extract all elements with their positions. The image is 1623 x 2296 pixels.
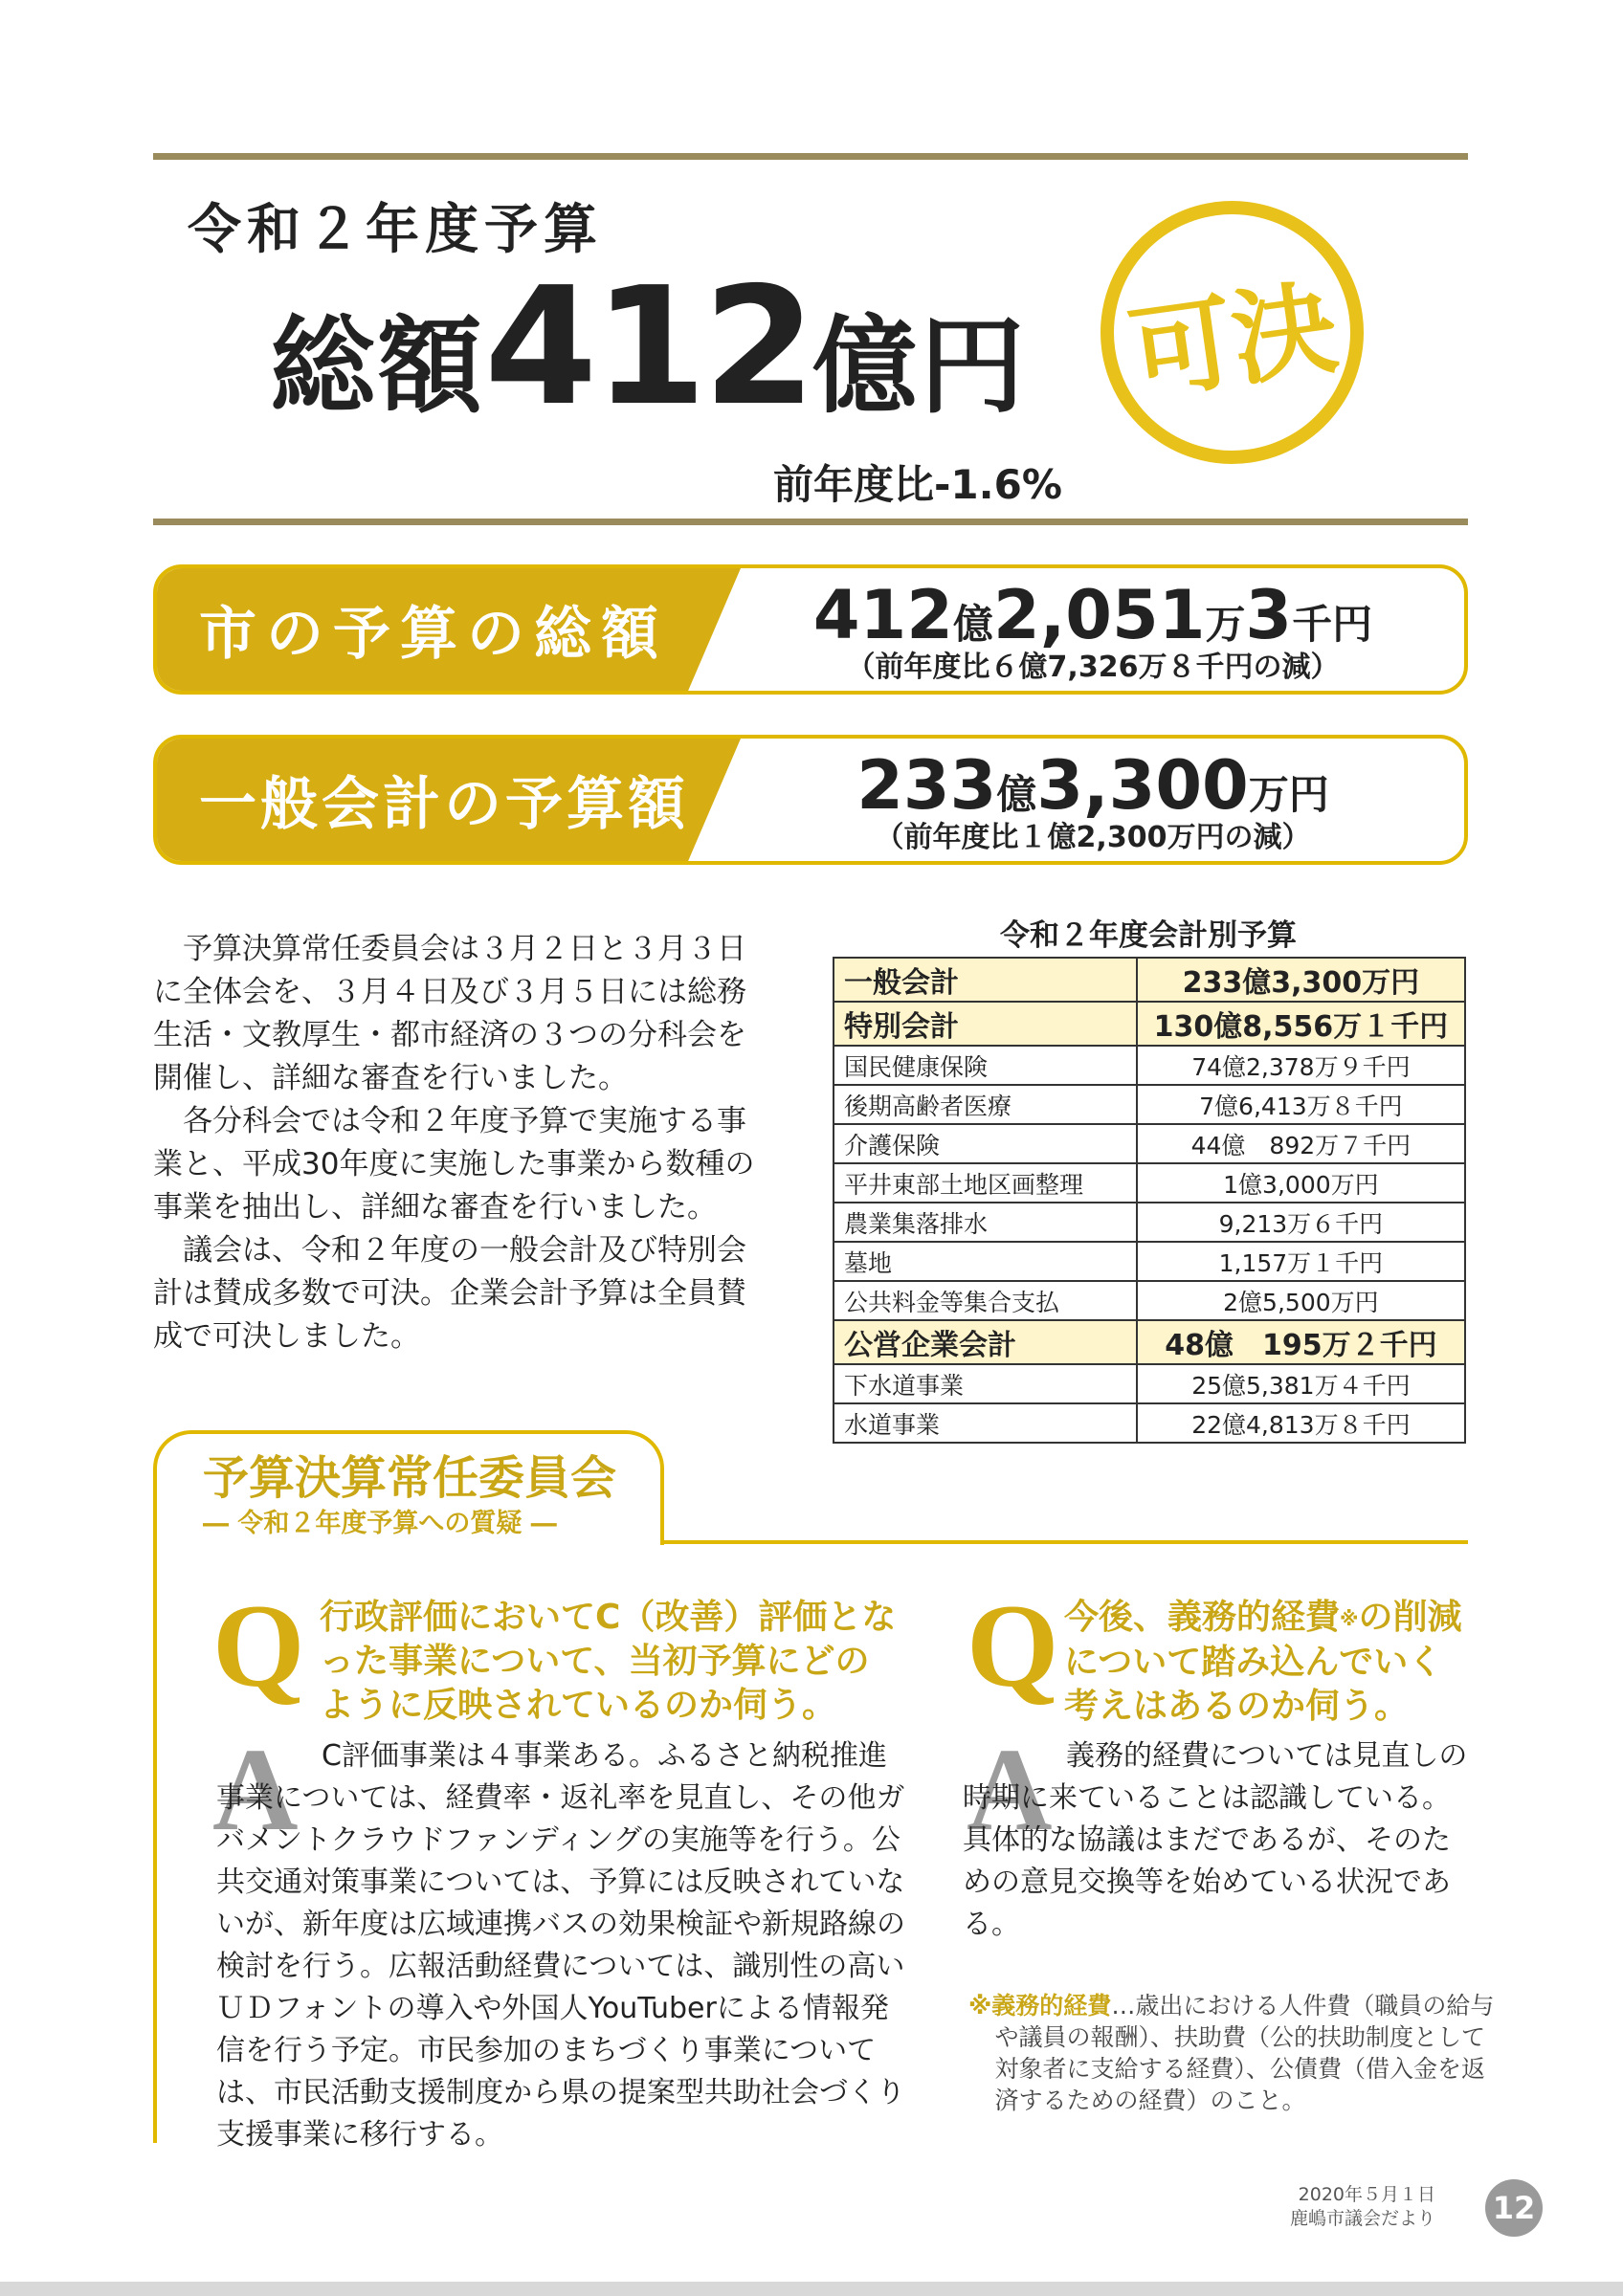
table-row (834, 1403, 1465, 1443)
committee-title: 予算決算常任委員会 (203, 1451, 617, 1505)
account-name: 農業集落排水 (834, 1203, 1137, 1242)
approved-stamp: 可決 (1083, 184, 1381, 481)
account-amount: 233億3,300万円 (1137, 958, 1465, 1002)
publication-name: 鹿嶋市議会だより (1289, 2208, 1435, 2229)
account-name: 介護保険 (834, 1124, 1137, 1163)
table-row (834, 1046, 1465, 1085)
issue-date: 2020年５月１日 (1298, 2184, 1435, 2205)
paragraph: 議会は、令和２年度の一般会計及び特別会計は賛成多数で可決。企業会計予算は全員賛成で可決しました。 (153, 1233, 746, 1354)
account-amount: 130億8,556万１千円 (1137, 1002, 1465, 1046)
table-row (834, 1320, 1465, 1364)
account-name: 水道事業 (834, 1403, 1137, 1443)
value-part: 233 (856, 746, 997, 825)
total-budget-band (153, 564, 1468, 695)
section-rule (664, 1540, 1468, 1544)
q-mark: Q (967, 1580, 1059, 1711)
a-mark: A (212, 1724, 299, 1855)
value-part: 2,051 (992, 576, 1206, 654)
account-amount: 48億 195万２千円 (1137, 1320, 1465, 1364)
top-rule (153, 153, 1468, 160)
account-amount: 25億5,381万４千円 (1137, 1364, 1465, 1403)
account-amount: 9,213万６千円 (1137, 1203, 1465, 1242)
header-bottom-rule (153, 519, 1468, 525)
account-name: 墓地 (834, 1242, 1137, 1281)
page-number: 12 (1485, 2179, 1543, 2237)
table-row (834, 1163, 1465, 1203)
value-part: 3 (1245, 576, 1293, 654)
account-name: 一般会計 (834, 958, 1137, 1002)
question-text: の削減について踏み込んでいく考えはあるのか伺う。 (1064, 1598, 1462, 1726)
account-name: 後期高齢者医療 (834, 1085, 1137, 1124)
account-name: 公営企業会計 (834, 1320, 1137, 1364)
footnote (968, 1990, 1502, 2116)
unit-part: 万 (1205, 601, 1246, 648)
unit-part: 千円 (1292, 601, 1373, 648)
account-amount: 7億6,413万８千円 (1137, 1085, 1465, 1124)
table-row (834, 1203, 1465, 1242)
account-name: 公共料金等集合支払 (834, 1281, 1137, 1320)
value-part: 412 (812, 576, 953, 654)
footnote-mark: ※ (1340, 1607, 1359, 1630)
table-row (834, 1242, 1465, 1281)
intro-text (153, 928, 766, 1358)
account-amount: 1億3,000万円 (1137, 1163, 1465, 1203)
paragraph: 各分科会では令和２年度予算で実施する事業と、平成30年度に実施した事業から数種の事業を抽出し、詳細な審査を行いました。 (153, 1104, 755, 1225)
budget-table-title: 令和２年度会計別予算 (1000, 918, 1297, 953)
q-mark: Q (212, 1580, 305, 1711)
account-amount: 44億 892万７千円 (1137, 1124, 1465, 1163)
question-text: 今後、義務的経費 (1064, 1598, 1341, 1637)
account-name: 下水道事業 (834, 1364, 1137, 1403)
account-amount: 22億4,813万８千円 (1137, 1403, 1465, 1443)
answer-2: 義務的経費については見直しの時期に来ていることは認識している。具体的な協議はまだであるが、そのための意見交換等を始めている状況である。 (963, 1739, 1468, 1941)
table-row (834, 1364, 1465, 1403)
table-row (834, 1002, 1465, 1046)
budget-year-title: 令和２年度予算 (188, 199, 603, 261)
value-part: 3,300 (1036, 746, 1249, 825)
account-name: 国民健康保険 (834, 1046, 1137, 1085)
account-amount: 74億2,378万９千円 (1137, 1046, 1465, 1085)
account-name: 特別会計 (834, 1002, 1137, 1046)
account-amount: 2億5,500万円 (1137, 1281, 1465, 1320)
a-mark: A (967, 1724, 1053, 1855)
yoy-ratio: 前年度比-1.6% (773, 461, 1062, 508)
headline-number: 412 (484, 253, 812, 442)
table-row (834, 1281, 1465, 1320)
paragraph: 予算決算常任委員会は３月２日と３月３日に全体会を、３月４日及び３月５日には総務生活・文教厚生・都市経済の３つの分科会を開催し、詳細な審査を行いました。 (153, 932, 746, 1095)
budget-table (833, 957, 1466, 1444)
answer-1: C評価事業は４事業ある。ふるさと納税推進事業については、経費率・返礼率を見直し、その他ガバメントクラウドファンディングの実施等を行う。公共交通対策事業については、予算には反映されていないが、新年度は広域連携バスの効果検証や新規路線の検討を行う。広報活動経費については、識別性の高いＵＤフォントの導入や外国人YouTuberによる情報発信を行う予定。市民参加のまちづくり事業については、市民活動支援制度から県の提案型共助社会づくり支援事業に移行する。 (216, 1739, 905, 2152)
budget-total-headline (270, 253, 1027, 442)
general-account-band (153, 735, 1468, 865)
headline-prefix: 総額 (270, 305, 484, 428)
footnote-key: ※義務的経費 (968, 1992, 1112, 2020)
table-row (834, 1085, 1465, 1124)
bottom-bar (0, 2282, 1623, 2296)
question-1: 行政評価においてC（改善）評価となった事業について、当初予算にどのように反映されているのか伺う。 (320, 1598, 897, 1725)
band-label: 一般会計の予算額 (199, 771, 689, 838)
band-sub: （前年度比１億2,300万円の減） (875, 821, 1311, 854)
unit-part: 万円 (1248, 771, 1329, 818)
table-row (834, 1124, 1465, 1163)
band-sub: （前年度比６億7,326万８千円の減） (846, 651, 1340, 684)
footer (1244, 2183, 1435, 2231)
committee-subtitle: ― 令和２年度予算への質疑 ― (203, 1509, 557, 1538)
question-2 (1064, 1596, 1476, 1729)
footnote-text: …歳出における人件費（職員の給与や議員の報酬）、扶助費（公的扶助制度として対象者に支給する経費）、公債費（借入金を返済するための経費）のこと。 (994, 1992, 1495, 2114)
account-name: 平井東部土地区画整理 (834, 1163, 1137, 1203)
unit-part: 億 (952, 601, 993, 648)
account-amount: 1,157万１千円 (1137, 1242, 1465, 1281)
table-row (834, 958, 1465, 1002)
headline-suffix: 億円 (812, 305, 1027, 428)
band-label: 市の予算の総額 (199, 601, 668, 668)
section-left-rule (153, 1540, 157, 2143)
unit-part: 億 (996, 771, 1037, 818)
